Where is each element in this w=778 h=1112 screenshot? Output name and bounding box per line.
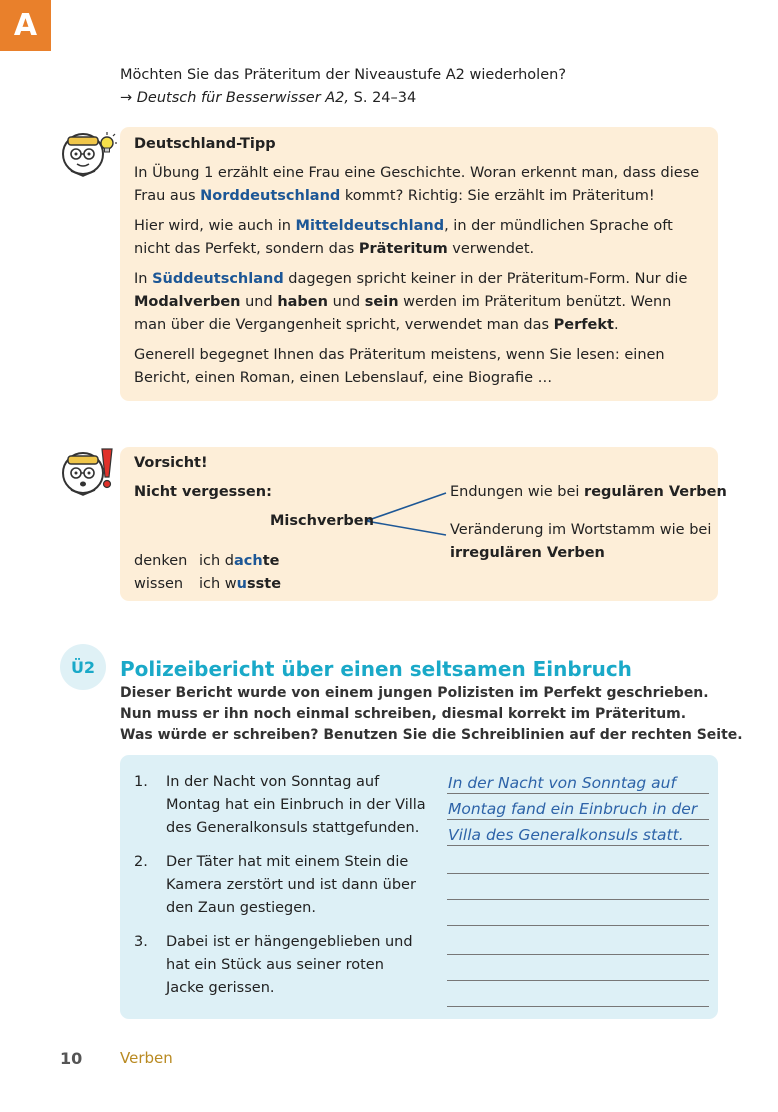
keyword-norddeutschland: Norddeutschland [200,188,341,204]
intro [120,64,566,110]
handwritten-answer-line: Montag fand ein Einbruch in der [448,800,698,818]
item-number: 2. [134,854,148,870]
example-infinitive-2: wissen [134,576,184,592]
exercise-title: Polizeibericht über einen seltsamen Einbruch [120,657,632,681]
example-preterite-2: ich wusste [199,576,282,592]
writing-line[interactable] [447,954,709,955]
caution-box [120,447,727,601]
handwritten-answer-line: In der Nacht von Sonntag auf [448,774,676,792]
tip-paragraph-2: Hier wird, wie auch in Mitteldeutschland, in der mündlichen Sprache oft nicht das Perfekt, sondern das Präteritum verwendet. [134,218,673,257]
writing-line[interactable] [447,819,709,820]
writing-line[interactable] [447,980,709,981]
writing-line[interactable] [447,1006,709,1007]
caution-title: Vorsicht! [134,455,208,471]
tip-paragraph-1: In Übung 1 erzählt eine Frau eine Geschichte. Woran erkennt man, dass diese Frau aus Norddeutschland kommt? Richtig: Sie erzählt im Präteritum! [134,165,700,204]
intro-reference [120,87,566,110]
example-infinitive-1: denken [134,553,188,569]
item-number: 3. [134,934,148,950]
item-text: Der Täter hat mit einem Stein die Kamera zerstört und ist dann über den Zaun gestiegen. [166,854,416,916]
reference-title: Deutsch für Besserwisser A2, [136,90,350,106]
caution-subtitle: Nicht vergessen: [134,484,272,500]
reference-pages: S. 24–34 [349,90,417,106]
item-text: Dabei ist er hängengeblieben und hat ein Stück aus seiner roten Jacke gerissen. [166,934,413,996]
exercise-box [120,755,718,1019]
page-number: 10 [60,1049,83,1068]
germany-tip-box [120,127,718,401]
section-name: Verben [120,1049,173,1067]
branch-irregular: Veränderung im Wortstamm wie bei irregulären Verben [450,522,712,561]
mixed-verbs-label: Mischverben [270,513,374,529]
writing-line[interactable] [447,925,709,926]
example-preterite-1: ich dachte [199,553,280,569]
mascot-exclamation-icon [58,443,118,499]
intro-line: Möchten Sie das Präteritum der Niveaustufe A2 wiederholen? [120,67,567,83]
writing-line[interactable] [447,845,709,846]
mascot-lightbulb-icon [58,124,118,180]
writing-line[interactable] [447,899,709,900]
branch-regular: Endungen wie bei regulären Verben [450,484,727,500]
tip-paragraph-3: In Süddeutschland dagegen spricht keiner in der Präteritum-Form. Nur die Modalverben und haben und sein werden im Präteritum benützt. Wenn man über die Vergangenheit spricht, verwendet man das Perfekt. [134,271,688,333]
item-number: 1. [134,774,148,790]
tip-paragraph-4: Generell begegnet Ihnen das Präteritum meistens, wenn Sie lesen: einen Bericht, einen Roman, einen Lebenslauf, eine Biografie … [134,347,665,386]
level-badge: A [0,0,51,51]
arrow-icon: → [120,90,133,106]
exercise-badge: Ü2 [60,644,106,690]
tip-title: Deutschland-Tipp [134,136,276,152]
writing-line[interactable] [447,873,709,874]
exercise-instructions: Dieser Bericht wurde von einem jungen Polizisten im Perfekt geschrieben. Nun muss er ihn noch einmal schreiben, diesmal korrekt im Präteritum. Was würde er schreiben? Benutzen Sie die Schreiblinien auf der rechten Seite. [120,685,743,743]
keyword-mitteldeutschland: Mitteldeutschland [295,218,445,234]
keyword-sueddeutschland: Süddeutschland [152,271,284,287]
writing-line[interactable] [447,793,709,794]
item-text: In der Nacht von Sonntag auf Montag hat ein Einbruch in der Villa des Generalkonsuls stattgefunden. [166,774,426,836]
handwritten-answer-line: Villa des Generalkonsuls statt. [448,826,684,844]
